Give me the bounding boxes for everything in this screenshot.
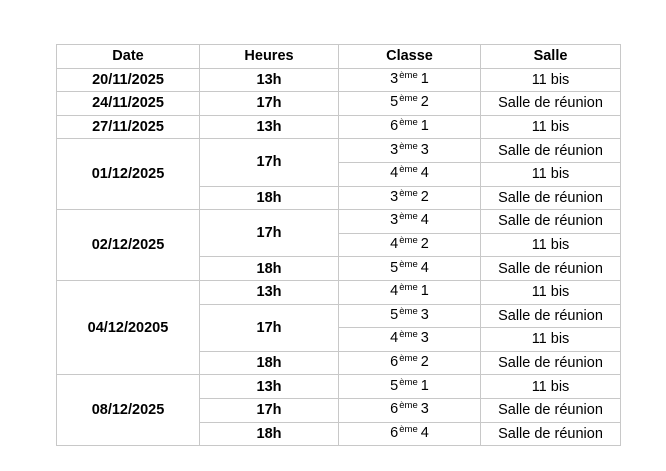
date-cell: 20/11/2025 xyxy=(57,68,200,92)
room-cell: Salle de réunion xyxy=(481,210,621,234)
date-cell: 24/11/2025 xyxy=(57,92,200,116)
ordinal-suffix: ème xyxy=(399,376,418,388)
class-group: 1 xyxy=(420,70,429,87)
table-row xyxy=(57,68,621,92)
class-group: 2 xyxy=(420,354,429,371)
class-cell xyxy=(339,351,481,375)
ordinal-suffix: ème xyxy=(399,329,418,341)
table-header xyxy=(57,45,621,69)
class-level: 4 xyxy=(390,236,399,253)
header-date: Date xyxy=(57,45,200,69)
class-group: 3 xyxy=(420,330,429,347)
ordinal-suffix: ème xyxy=(399,93,418,105)
class-group: 3 xyxy=(420,306,429,323)
class-group: 3 xyxy=(420,401,429,418)
room-cell: 11 bis xyxy=(481,233,621,257)
class-group: 2 xyxy=(420,94,429,111)
class-group: 4 xyxy=(420,165,429,182)
date-cell: 01/12/2025 xyxy=(57,139,200,210)
class-group: 4 xyxy=(420,259,429,276)
room-cell: Salle de réunion xyxy=(481,257,621,281)
ordinal-suffix: ème xyxy=(399,69,418,81)
table-row xyxy=(57,139,621,163)
class-cell xyxy=(339,115,481,139)
room-cell: 11 bis xyxy=(481,162,621,186)
hour-cell: 17h xyxy=(200,304,339,351)
class-level: 5 xyxy=(390,259,399,276)
class-level: 6 xyxy=(390,118,399,135)
table-row xyxy=(57,280,621,304)
date-cell: 27/11/2025 xyxy=(57,115,200,139)
schedule-table xyxy=(56,44,621,446)
room-cell: Salle de réunion xyxy=(481,304,621,328)
class-group: 2 xyxy=(420,188,429,205)
class-cell xyxy=(339,398,481,422)
hour-cell: 17h xyxy=(200,92,339,116)
class-group: 3 xyxy=(420,141,429,158)
class-level: 4 xyxy=(390,165,399,182)
ordinal-suffix: ème xyxy=(399,235,418,247)
ordinal-suffix: ème xyxy=(399,353,418,365)
class-cell xyxy=(339,139,481,163)
class-cell xyxy=(339,186,481,210)
table-row xyxy=(57,210,621,234)
class-level: 5 xyxy=(390,306,399,323)
class-group: 1 xyxy=(420,118,429,135)
date-cell: 02/12/2025 xyxy=(57,210,200,281)
hour-cell: 13h xyxy=(200,375,339,399)
class-level: 5 xyxy=(390,377,399,394)
room-cell: 11 bis xyxy=(481,280,621,304)
header-room: Salle xyxy=(481,45,621,69)
class-cell xyxy=(339,233,481,257)
class-level: 3 xyxy=(390,70,399,87)
room-cell: Salle de réunion xyxy=(481,398,621,422)
room-cell: Salle de réunion xyxy=(481,422,621,446)
class-group: 4 xyxy=(420,424,429,441)
room-cell: Salle de réunion xyxy=(481,351,621,375)
ordinal-suffix: ème xyxy=(399,164,418,176)
class-level: 6 xyxy=(390,401,399,418)
room-cell: Salle de réunion xyxy=(481,92,621,116)
hour-cell: 13h xyxy=(200,68,339,92)
ordinal-suffix: ème xyxy=(399,140,418,152)
table-row xyxy=(57,92,621,116)
room-cell: 11 bis xyxy=(481,375,621,399)
class-cell xyxy=(339,68,481,92)
room-cell: Salle de réunion xyxy=(481,186,621,210)
class-level: 4 xyxy=(390,283,399,300)
ordinal-suffix: ème xyxy=(399,258,418,270)
hour-cell: 18h xyxy=(200,186,339,210)
class-level: 3 xyxy=(390,188,399,205)
class-cell xyxy=(339,304,481,328)
class-cell xyxy=(339,422,481,446)
class-cell xyxy=(339,375,481,399)
ordinal-suffix: ème xyxy=(399,282,418,294)
class-group: 1 xyxy=(420,283,429,300)
hour-cell: 13h xyxy=(200,115,339,139)
class-level: 6 xyxy=(390,424,399,441)
hour-cell: 17h xyxy=(200,210,339,257)
ordinal-suffix: ème xyxy=(399,187,418,199)
class-level: 6 xyxy=(390,354,399,371)
class-group: 4 xyxy=(420,212,429,229)
ordinal-suffix: ème xyxy=(399,400,418,412)
class-level: 3 xyxy=(390,212,399,229)
ordinal-suffix: ème xyxy=(399,305,418,317)
class-cell xyxy=(339,92,481,116)
ordinal-suffix: ème xyxy=(399,117,418,129)
class-cell xyxy=(339,280,481,304)
class-cell xyxy=(339,210,481,234)
room-cell: 11 bis xyxy=(481,328,621,352)
class-group: 1 xyxy=(420,377,429,394)
ordinal-suffix: ème xyxy=(399,423,418,435)
table-body xyxy=(57,68,621,446)
hour-cell: 13h xyxy=(200,280,339,304)
class-level: 5 xyxy=(390,94,399,111)
room-cell: 11 bis xyxy=(481,68,621,92)
hour-cell: 17h xyxy=(200,398,339,422)
table-row xyxy=(57,115,621,139)
date-cell: 04/12/20205 xyxy=(57,280,200,374)
room-cell: 11 bis xyxy=(481,115,621,139)
ordinal-suffix: ème xyxy=(399,211,418,223)
date-cell: 08/12/2025 xyxy=(57,375,200,446)
hour-cell: 18h xyxy=(200,422,339,446)
header-hours: Heures xyxy=(200,45,339,69)
hour-cell: 17h xyxy=(200,139,339,186)
class-cell xyxy=(339,257,481,281)
class-cell xyxy=(339,162,481,186)
class-level: 4 xyxy=(390,330,399,347)
table-row xyxy=(57,375,621,399)
class-cell xyxy=(339,328,481,352)
header-class: Classe xyxy=(339,45,481,69)
room-cell: Salle de réunion xyxy=(481,139,621,163)
class-level: 3 xyxy=(390,141,399,158)
hour-cell: 18h xyxy=(200,257,339,281)
class-group: 2 xyxy=(420,236,429,253)
header-row xyxy=(57,45,621,69)
hour-cell: 18h xyxy=(200,351,339,375)
